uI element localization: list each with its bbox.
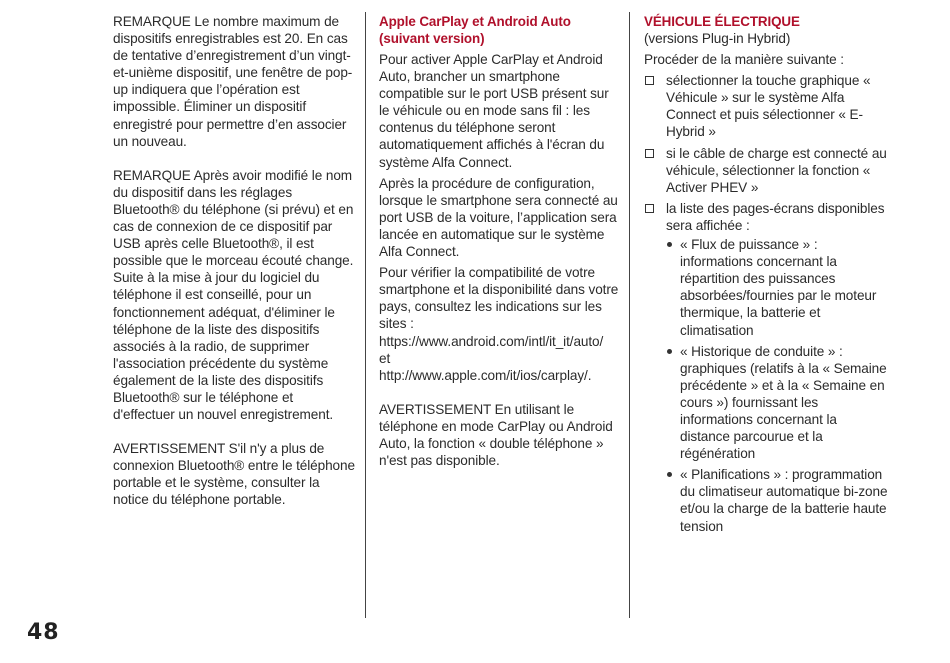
body-paragraph: Pour vérifier la compatibilité de votre smartphone et la disponibilité dans votre pays, consultez les indications sur les sites : <box>379 265 619 332</box>
checkbox-square-icon <box>645 204 654 213</box>
list-item <box>644 72 888 140</box>
section-heading: Apple CarPlay et Android Auto (suivant version) <box>379 14 571 46</box>
sub-list-item <box>666 466 888 534</box>
list-item-text: si le câble de charge est connecté au véhicule, sélectionner la fonction « Activer PHEV » <box>666 145 887 195</box>
checkbox-square-icon <box>645 76 654 85</box>
left-column <box>113 13 355 509</box>
body-paragraph: Pour activer Apple CarPlay et Android Auto, brancher un smartphone compatible sur le port USB présent sur le véhicule ou en mode sans fil : les contenus du téléphone seront automatiquement affichés à l'écran du système Alfa Connect. <box>379 52 609 170</box>
bullet-dot-icon <box>667 472 672 477</box>
bullet-dot-icon <box>667 242 672 247</box>
carplay-url: http://www.apple.com/it/ios/carplay/. <box>379 367 592 383</box>
column-divider <box>365 12 366 618</box>
sub-list-item <box>666 343 888 463</box>
list-item-text: sélectionner la touche graphique « Véhicule » sur le système Alfa Connect et puis sélectionner « E-Hybrid » <box>666 73 871 140</box>
section-subheading: (versions Plug-in Hybrid) <box>644 31 791 46</box>
avertissement-paragraph: AVERTISSEMENT En utilisant le téléphone en mode CarPlay ou Android Auto, la fonction « double téléphone » n'est pas disponible. <box>379 401 613 469</box>
conjunction-text: et <box>379 350 391 366</box>
sub-list-item <box>666 236 888 339</box>
list-item <box>644 200 888 535</box>
remarque-paragraph: REMARQUE Après avoir modifié le nom du dispositif dans les réglages Bluetooth® du téléphone (si prévu) et en cas de connexion de ce dispositif par USB après celle Bluetooth®, il est possible que le morceau écouté change. Suite à la mise à jour du logiciel du téléphone il est conseillé, pour un fonctionnement adéquat, d'éliminer le téléphone de la liste des dispositifs associés à la radio, de supprimer l'association précédente du système également de la liste des dispositifs Bluetooth® sur le téléphone et d'effectuer un nouvel enregistrement. <box>113 167 354 423</box>
bullet-dot-icon <box>667 349 672 354</box>
middle-column <box>379 13 619 469</box>
column-divider <box>629 12 630 618</box>
list-item-text: la liste des pages-écrans disponibles sera affichée : <box>666 200 885 233</box>
section-heading: VÉHICULE ÉLECTRIQUE <box>644 14 800 29</box>
page-number: 48 <box>27 620 60 645</box>
list-item <box>644 145 888 196</box>
right-column <box>644 13 888 535</box>
sub-list-item-text: « Planifications » : programmation du climatiseur automatique bi-zone et/ou la charge de la batterie haute tension <box>680 467 888 534</box>
checkbox-square-icon <box>645 149 654 158</box>
android-auto-url: https://www.android.com/intl/it_it/auto/ <box>379 333 604 349</box>
sub-list-item-text: « Historique de conduite » : graphiques (relatifs à la « Semaine précédente » et à la « Semaine en cours ») fournissant les informations concernant la distance parcourue et la régénération <box>680 343 887 462</box>
remarque-paragraph: REMARQUE Le nombre maximum de dispositifs enregistrables est 20. En cas de tentative d’enregistrement d’un vingt-et-unième dispositif, une fenêtre de pop-up indiquera que l’opération est impossible. Éliminer un dispositif enregistré pour permettre d’en associer un nouveau. <box>113 14 353 149</box>
sub-list-item-text: « Flux de puissance » : informations concernant la répartition des puissances absorbées/fournies par le moteur thermique, la batterie et climatisation <box>680 237 877 338</box>
intro-paragraph: Procéder de la manière suivante : <box>644 52 844 68</box>
avertissement-paragraph: AVERTISSEMENT S'il n'y a plus de connexion Bluetooth® entre le téléphone portable et le système, consulter la notice du téléphone portable. <box>113 441 355 508</box>
body-paragraph: Après la procédure de configuration, lorsque le smartphone sera connecté au port USB de la voiture, l’application sera lancée en automatique sur le système Alfa Connect. <box>379 175 618 260</box>
